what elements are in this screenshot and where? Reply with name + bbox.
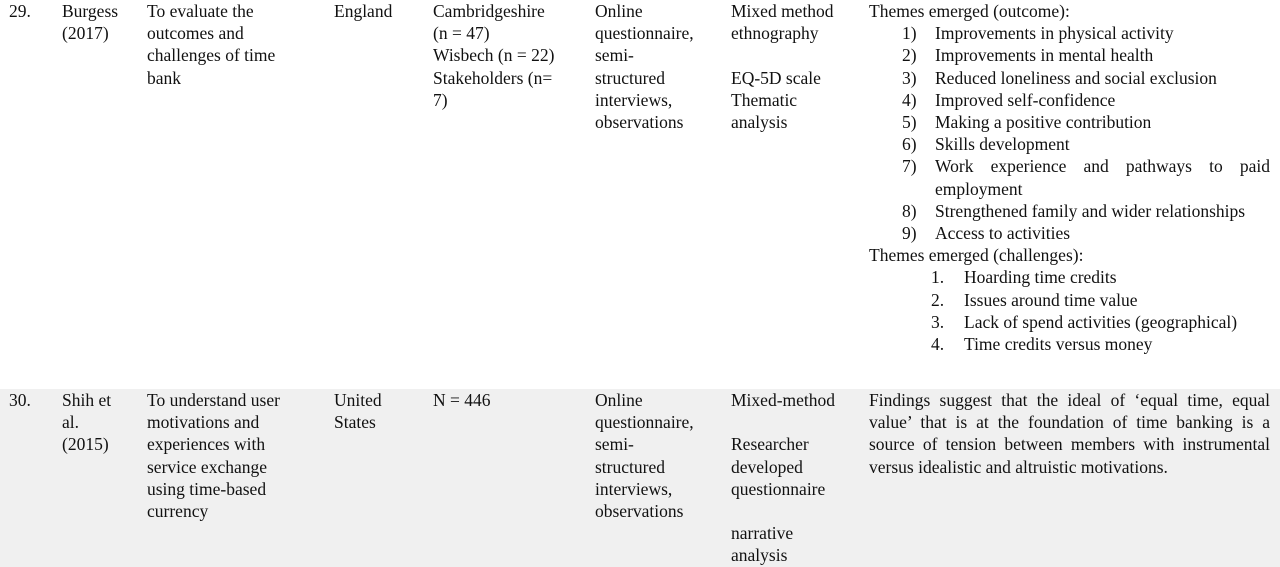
challenges-heading: Themes emerged (challenges): [869, 245, 1084, 266]
country-cell: England [334, 1, 393, 21]
row-number: 29. [9, 1, 31, 21]
list-item: 3) Reduced loneliness and social exclusion [902, 67, 1217, 88]
outcome-heading: Themes emerged (outcome): [869, 1, 1070, 21]
list-item: 7) Work experience and pathways to paid employment [902, 156, 1270, 199]
results-cell [869, 389, 1270, 478]
method-cell: Online questionnaire, semi- structured interviews, observations [595, 390, 694, 522]
aim-cell: To understand user motivations and experiences with service exchange using time-based currency [147, 390, 280, 522]
list-item: 6) Skills development [902, 134, 1070, 155]
results-cell [869, 0, 1270, 355]
row-number: 30. [9, 390, 31, 410]
list-item: 5) Making a positive contribution [902, 112, 1152, 133]
findings-text: Findings suggest that the ideal of ‘equal time, equal value’ that is at the foundation of time banking is a source of tension between members with instrumental versus idealistic and altruistic motivations. [869, 390, 1270, 477]
sample-cell: Cambridgeshire (n = 47) Wisbech (n = 22) Stakeholders (n= 7) [433, 1, 555, 110]
sample-cell: N = 446 [433, 390, 491, 410]
table-row-30 [0, 389, 1280, 567]
aim-cell: To evaluate the outcomes and challenges of time bank [147, 1, 276, 88]
method-cell: Online questionnaire, semi- structured interviews, observations [595, 1, 694, 133]
list-item: 2) Improvements in mental health [902, 45, 1154, 66]
list-item: 8) Strengthened family and wider relationships [902, 200, 1246, 221]
list-item: 1. Hoarding time credits [931, 267, 1117, 288]
list-item: 9) Access to activities [902, 223, 1071, 244]
list-item: 3. Lack of spend activities (geographical) [931, 311, 1238, 332]
author-cell: Shih et al. (2015) [62, 390, 112, 455]
list-item: 1) Improvements in physical activity [902, 23, 1174, 44]
list-item: 4. Time credits versus money [931, 334, 1153, 355]
country-cell: United States [334, 390, 382, 433]
list-item: 2. Issues around time value [931, 289, 1138, 310]
list-item: 4) Improved self-confidence [902, 89, 1116, 110]
author-cell: Burgess (2017) [62, 1, 119, 44]
design-cell: Mixed-method Researcher developed questionnaire narrative analysis [731, 390, 836, 566]
design-cell: Mixed method ethnography EQ-5D scale Thematic analysis [731, 1, 834, 132]
challenges-list [869, 266, 1270, 355]
outcome-list [869, 22, 1270, 244]
